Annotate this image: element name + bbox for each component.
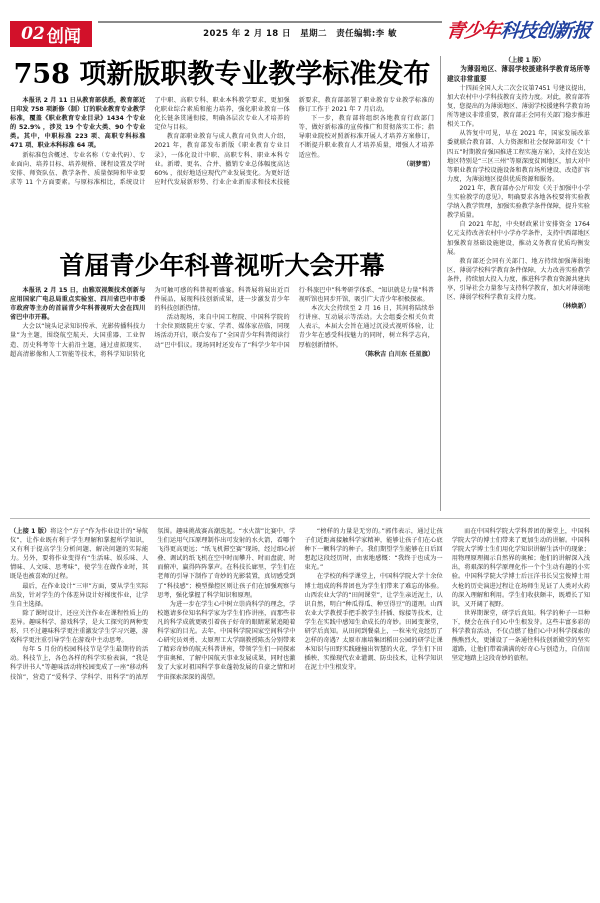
article3-paragraph: 从答复中可见，早在 2021 年，国家发展改革委就联合教育部、人力资源和社会保障部印发《“十四五”时期教育强国推进工程实施方案》，支持在发达地区特别是“三区三州”等原深度贫困地区，加大对中等职业教育学校设施设备和教育场所建设、改造扩容力度，为薄弱地区提供优质资源和服务。 bbox=[447, 130, 590, 183]
masthead-divider-rule bbox=[98, 21, 442, 23]
article3-subhead: 为薄弱地区、薄弱学校援建科学教育场所等建议非常重要 bbox=[447, 65, 590, 83]
left-articles-block bbox=[10, 56, 434, 511]
article2-byline: （陈秋吉 白川东 任星旗） bbox=[361, 350, 434, 358]
article2-paragraph: 本次大会持续至 2 月 16 日，其间将陆续举行讲座、互动展示等活动。大会组委会相关负责人表示，本届大会旨在通过沉浸式视听体验，让青少年在感受科技魅力的同时，树立科学志向，厚植创新情怀。 bbox=[298, 305, 434, 349]
article2-headline: 首届青少年科普视听大会开幕 bbox=[59, 251, 385, 280]
vertical-column-rule bbox=[440, 56, 441, 511]
section-name: 创闻 bbox=[46, 26, 81, 47]
article4-paragraph: 为进一步在学生心中树立崇尚科学的理念，学校邀请多位知名科学家为学生们作讲座，而那些非凡的科学成就更吸引着孩子好奇的眼睛紧紧追随着科学家的目光。去年，中国科学院国家空间科学中心研究员刘勇、太原理工大学副教授陈杰分别带来了精彩奇妙的航天科普讲座，带领学生们一同探索宇宙奥秘、了解中国航天事业发展成果，同时也激发了大家对祖国科学事业蓬勃发展的自豪之情和对宇宙探索深深的渴望。 bbox=[157, 600, 296, 681]
section-divider bbox=[10, 518, 590, 519]
article3-column bbox=[447, 56, 590, 511]
article3-body bbox=[447, 56, 590, 511]
article1-paragraph: 下一步，教育部将组织各地教育行政部门等，做好新标准的宣传推广和贯彻落实工作；指导职业院校对照新标准开展人才培养方案修订，不断提升职业教育人才培养质量，增强人才培养适应性。 bbox=[298, 115, 434, 159]
newspaper-page bbox=[0, 14, 600, 903]
article4-paragraph: 在学校的科学课堂上，中国科学院大学十余位博士组成的科普团也为学生们带来了难忘的体验。山西农业大学的“田间课堂”，让学生亲近泥土，认识自然，明白“种瓜得瓜、种豆得豆”的道理。山西农业大学教授手把手教学生扦插、嫁接等技术，让学生在实践中感知生命成长的奇妙。田园变课堂，研学后真知。从田间到餐桌上，一粒米究竟经历了怎样的奇遇？太原市康培集团稻田公园的研学让课本知识与田野实践碰撞出智慧的火花，学生们下田插秧、实操现代农业灌溉、防虫技术，让科学知识在泥土中生根发芽。 bbox=[304, 573, 443, 672]
article2-body bbox=[10, 286, 434, 431]
article1-paragraph: 本报讯 2 月 11 日从教育部获悉，教育部近日印发 758 项新修（制）订的职业教育专业教学标准，覆盖《职业教育专业目录》1434 个专业的 52.9% ，涉及 19 个专业大类、90 个专业类。其中，中职标准 223 项、高职专科标准 471 项、职业本科标准 64 项。 bbox=[10, 97, 146, 150]
responsible-editor: 责任编辑:李 敏 bbox=[336, 29, 397, 39]
article4-paragraph: 每年 5 月份的校园科技节是学生最期待的活动。科技节上，各色各样的科学实验表演，“我是科学讲书人”等趣味活动将校园变成了一座“移动科技馆”，营造了“爱科学、学科学、用科学”的浓厚氛围。趣味挑战赛高潮迭起。“水火箭”比赛中，学生们运用气压原理制作出可发射的水火箭，看哪个飞得更高更远；“纸飞机滞空赛”现场，经过细心折叠、调试的纸飞机在空中时而攀升、时而盘旋、时而俯冲，赢得阵阵掌声。在科技长廊里，学生们在老师的引导下制作了奇妙的光影装置，真切感受到了“科技感”；模型操控区则让孩子们在加强观察与思考，强化掌握了科学知识和原理。 bbox=[10, 528, 296, 681]
article2-paragraph: 活动现场，来自中国工程院、中国科学院的十余位顶级院庄专家、学者、媒体家莅临，同现场活动开启，联合发布了“全国青少年科普阅读行动”巴中倡议。现场同时还发布了“科学少年中国行·科旅巴中”科考研学体系、“知识就是力量”科普视听馆也同步开馆，吸引广大青少年积极探索。 bbox=[154, 287, 434, 349]
article1-paragraph: 新标准包含概述、专业名称（专业代码）、专业面向、培养目标、培养规格、课程设置及学时安排、师资队伍、教学条件、质量保障和毕业要求等 11 个方面要素。与原标准相比，系统设计了中职、高职专科、职业本科教学要求，更加强化职业综合素质和能力培养，强化职业教育一体化长链条贯通衔接，明确各层次专业人才培养的定位与目标。 bbox=[10, 97, 290, 186]
article1-paragraph: 教育部职业教育与成人教育司负责人介绍，2021 年，教育部发布新版《职业教育专业目录》，一体化设计中职、高职专科、职业本科专业。新增、更名、合并、撤销专业总体幅度高达 60% ，很好地适应现代产业发展变化。为更好适应时代发展新形势、行业企业新需求和技术技能新要求，教育部部署了职业教育专业教学标准的修订工作于 2021 年 7 月启动。 bbox=[154, 97, 434, 186]
article2-paragraph: 本报讯 2 月 15 日，由雅双视频技术创新与应用国家广电总局重点实验室、四川省巴中市委市政府等主办的首届青少年科普视听大会在四川省巴中市开幕。 bbox=[10, 287, 146, 322]
article3-byline: （林焕新） bbox=[559, 303, 590, 311]
article4-paragraph: 除了课时设计，还应关注作业在课程性质上的差异。趣味科学、游戏科学，是大工探究的两种变形，只不过趣味科学更注重激发学生学习兴趣，游戏科学更注重引导学生在游戏中主动思考。 bbox=[10, 609, 149, 645]
article4-paragraph: 最后，在作业设计“三审”方面，要从学生实际出发，针对学生的个体差异设计好梯度作业，让学生自主选择。 bbox=[10, 582, 149, 608]
article1-headline: 758 项新版职教专业教学标准发布 bbox=[13, 59, 431, 90]
logo-text-red: 青少年 bbox=[444, 19, 502, 42]
article3-continued-from: （上接 1 版） bbox=[504, 57, 545, 64]
article1-byline: （胡梦雪） bbox=[403, 160, 434, 168]
article3-paragraph: 教育部还会同有关部门、地方持续加强薄弱地区、薄弱学校科学教育条件保障，大力改善实验教学条件，持续加大投入力度，推进科学教育资源共建共享，引导社会力量参与支持科学教育，加大对薄弱地区、薄弱学校科学教育支持力度。 bbox=[447, 257, 590, 302]
top-zone bbox=[10, 56, 590, 511]
article4-paragraph: 将这个“方子”作为作业设计的“导航仪”，让作业既有利于学生理解和掌握所学知识，又有利于提高学生分析问题、解决问题的实际能力。另外，要将作业变得有“生活味、娱乐味、人情味、人文味、思考味”，使学生在做作业时，其既是也被喜欢的过程。 bbox=[10, 528, 149, 581]
article4-first-paragraph bbox=[10, 527, 148, 582]
article4-paragraph: “榜样的力量是无穷的。”郭伟表示，通过让孩子们近距离接触科学家精神，能够让孩子们在心底种下一颗科学的种子。我们期望学生能够在日后回想起这段经历时，由衷地感慨：“我终于也成为一束光。” bbox=[304, 528, 443, 572]
publication-weekday: 星期二 bbox=[300, 29, 327, 39]
article4-paragraph: 而在中国科学院大学科普团的课堂上，中国科学院大学的博士们带来了更加生动的讲解。中国科学院大学博士生们用化学知识讲解生活中的现象；用物理原理揭示自然界的奥秘；他们的讲解深入浅出，将艰深的科学原理化作一个个生动有趣的小实验。中国科学院大学博士后汪洋书长吴宝俊博士用火枪的历史演进过程让在场师生见证了人类对火药的深入理解和利用。学生们收获颇丰，既增长了知识，又开阔了视野。 bbox=[451, 528, 590, 608]
masthead bbox=[10, 14, 590, 54]
article4-paragraph: 世界期课堂，研学后真知。科学的种子一旦种下，便会在孩子们心中生根发芽。这些丰富多彩的科学教育活动，不仅点燃了他们心中对科学探索的熊熊烈火，更铺设了一条通往科技创新殿堂的坚实道路，让他们带着满满的好奇心与创造力，自信而坚定地踏上这段奇妙的旅程。 bbox=[451, 609, 590, 663]
article2-paragraph: 大会以“镜头记录知识传承、光影传播科技力量”为主题，围绕航空航天、大国重器、工业智造、历史科考等十大前沿主题，通过虚拟现实、超高清影像和人工智能等技术，将科学知识转化为可触可感的科普视听盛宴。科普展将展出近百件展品，展现科技创新成果，进一步激发青少年的科技创新热情。 bbox=[10, 287, 290, 358]
article4-continued-from: （上接 1 版） bbox=[10, 528, 51, 535]
article4-body bbox=[10, 527, 590, 827]
article3-paragraph: 十四届全国人大二次会议第7451 号建议提出，加大农村中小学科技教育支持力度。对此，教育部答复，您提出的为薄弱地区、薄弱学校援建科学教育场所等建议非常重要，教育部正会同有关部门稳步推进相关工作。 bbox=[447, 84, 590, 129]
newspaper-logo bbox=[444, 16, 590, 46]
publication-date: 2025 年 2 月 18 日 bbox=[203, 29, 291, 39]
article3-paragraph: 2021 年，教育部办公厅印发《关于加强中小学生实验教学的意见》，明确要求各地各校要将实验教学纳入教学管理，加强实验教学条件保障，提升实验教学质量。 bbox=[447, 184, 590, 220]
article3-paragraph: 自 2021 年起，中央财政累计安排资金 1764 亿元支持改善农村中小学办学条件，支持中西部地区加强教育基础设施建设，推动义务教育优质均衡发展。 bbox=[447, 221, 590, 256]
article1-body bbox=[10, 96, 434, 246]
page-number: 02 bbox=[21, 24, 45, 44]
logo-text-blue: 科技创新报 bbox=[498, 19, 592, 42]
